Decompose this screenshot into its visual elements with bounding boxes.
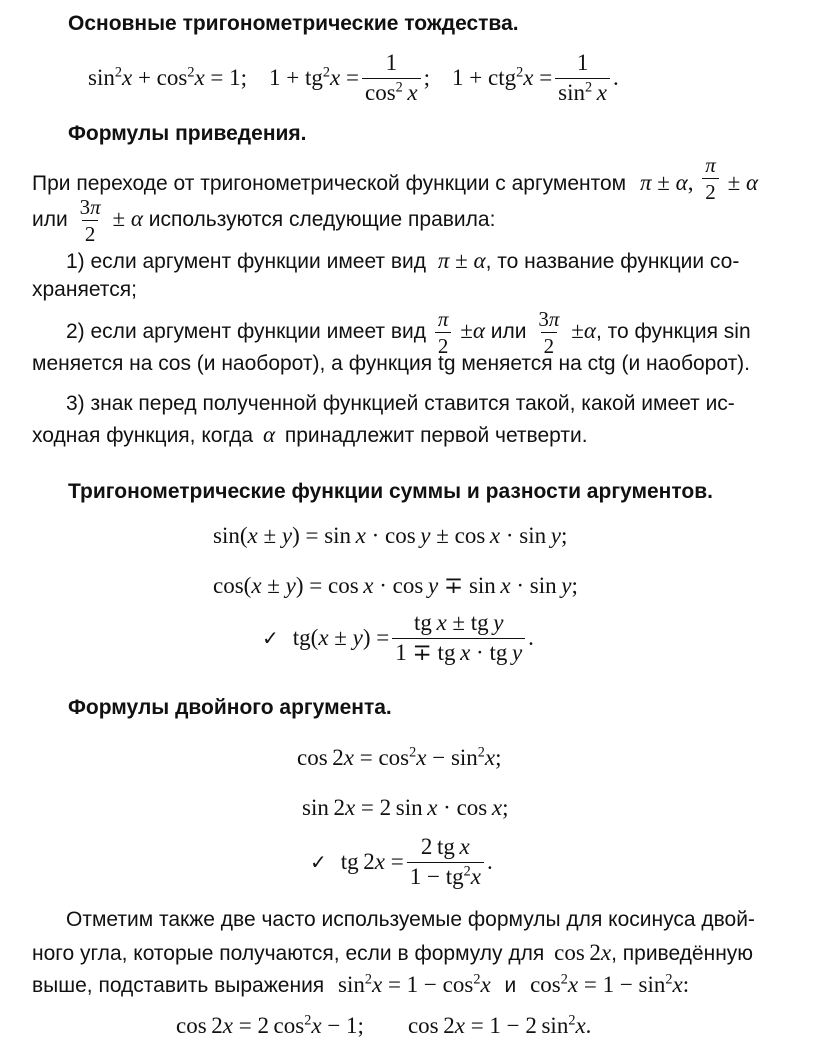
- rule3-line2: ходная функция, когда α принадлежит первой четверти.: [32, 422, 588, 447]
- text: , то название функции со-: [485, 250, 740, 273]
- heading-reduction: Формулы приведения.: [68, 122, 307, 145]
- formula-cos-double-variants: cos 2x = 2 $\cos^2x - 1$; cos 2x = 1 − 2 $\sin^2x$.: [176, 1012, 592, 1038]
- text: выше, подставить выражения: [32, 974, 325, 997]
- text: или: [32, 208, 68, 232]
- formula-identities: $\sin^2x + \cos^2x = 1$; $1 + tg^2x$ = $\frac{1}{\cos^2 x}$ ; 1 + ctg$^2$x = $\frac{1}{\sin^2 x}$ .: [88, 50, 619, 105]
- rule2-line1: 2) если аргумент функции имеет вид $\frac{\pi}{2}$ ±α или $\frac{3\pi}{2}$ ±α, то функция sin: [66, 307, 751, 359]
- note-line1: Отметим также две часто используемые формулы для косинуса двой-: [66, 908, 755, 931]
- rule1-line1: 1) если аргумент функции имеет вид π ± α, то название функции со-: [66, 248, 740, 273]
- text: принадлежит первой четверти.: [284, 424, 588, 447]
- formula-cos-sum: cos(x ± y) = cos x · cos y ∓ sin x · sin y;: [213, 573, 578, 598]
- formula-sin-sum: sin(x ± y) = sin x · cos y ± cos x · sin y;: [213, 523, 568, 548]
- note-line2: ного угла, которые получаются, если в формулу для cos 2x, приведённую: [32, 940, 754, 965]
- text: и: [504, 974, 517, 997]
- formula-tg-double: ✓ tg 2x = $\frac{\text{2 tg x}}{1 - tg^2x}$ .: [310, 834, 493, 889]
- heading-sum-diff: Тригонометрические функции суммы и разности аргументов.: [68, 480, 713, 503]
- heading-double: Формулы двойного аргумента.: [68, 696, 392, 719]
- check-icon: ✓: [310, 850, 327, 874]
- note-line3: выше, подставить выражения $\sin^2x = 1 - \cos^2x$ и $\cos^2x = 1 - \sin^2x$:: [32, 971, 690, 997]
- formula-sin-double: sin 2x = 2 sin x · cos x;: [302, 795, 509, 820]
- formula-cos-double: $\cos 2x = \cos^2x - \sin^2x$;: [297, 744, 502, 770]
- reduction-intro-line1: При переходе от тригонометрической функции с аргументом π ± α, $\frac{\pi}{2}$ ± α: [32, 153, 759, 205]
- text: При переходе от тригонометрической функции с аргументом: [32, 172, 627, 196]
- text: 1) если аргумент функции имеет вид: [66, 250, 427, 273]
- rule1-line2: храняется;: [32, 278, 137, 301]
- text: ходная функция, когда: [32, 424, 254, 447]
- rule3-line1: 3) знак перед полученной функцией ставится такой, какой имеет ис-: [66, 392, 735, 415]
- text: 2) если аргумент функции имеет вид: [66, 320, 427, 344]
- text: , приведённую: [611, 942, 754, 965]
- reduction-intro-line2: или $\frac{3\pi}{2}$ ± α используются следующие правила:: [32, 195, 496, 247]
- rule2-line2: меняется на cos (и наоборот), а функция tg меняется на ctg (и наоборот).: [32, 352, 751, 375]
- text: , то функция sin: [595, 320, 751, 344]
- heading-identities: Основные тригонометрические тождества.: [68, 12, 519, 35]
- text: или: [490, 320, 527, 344]
- text: ного угла, которые получаются, если в формулу для: [32, 942, 545, 965]
- text: используются следующие правила:: [148, 208, 496, 232]
- formula-tg-sum: ✓ tg(x ± y) = $\frac{\text{tg x ± tg y}}{\text{1 ∓ tg x · tg y}}$ .: [262, 610, 534, 665]
- check-icon: ✓: [262, 626, 279, 650]
